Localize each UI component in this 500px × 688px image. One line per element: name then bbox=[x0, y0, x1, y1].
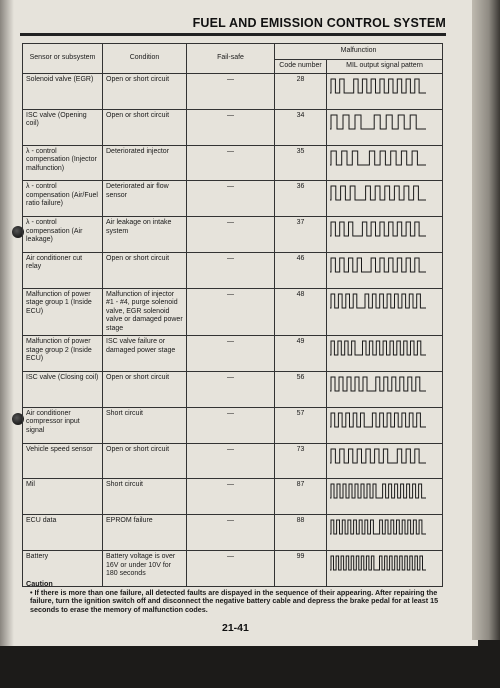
mil-signal-waveform bbox=[330, 446, 426, 466]
signal-pattern-cell bbox=[327, 74, 443, 110]
sensor-cell: ECU data bbox=[23, 515, 103, 551]
page-edge bbox=[472, 0, 500, 640]
failsafe-cell: — bbox=[187, 217, 275, 253]
fault-code-table bbox=[22, 43, 443, 587]
sensor-cell: λ - control compensation (Air/Fuel ratio failure) bbox=[23, 181, 103, 217]
signal-pattern-cell bbox=[327, 145, 443, 181]
table-row bbox=[23, 109, 443, 145]
condition-cell: Short circuit bbox=[103, 479, 187, 515]
caution-note bbox=[26, 580, 446, 614]
code-number-cell: 99 bbox=[275, 551, 327, 587]
signal-pattern-cell bbox=[327, 372, 443, 408]
failsafe-cell: — bbox=[187, 407, 275, 443]
waveform-line bbox=[330, 556, 426, 570]
mil-signal-waveform bbox=[330, 410, 426, 430]
waveform-line bbox=[330, 520, 426, 534]
header-code-number: Code number bbox=[275, 60, 327, 74]
code-number-cell: 49 bbox=[275, 336, 327, 372]
waveform-line bbox=[330, 258, 426, 272]
sensor-cell: Air conditioner compressor input signal bbox=[23, 407, 103, 443]
condition-cell: Open or short circuit bbox=[103, 252, 187, 288]
condition-cell: ISC valve failure or damaged power stage bbox=[103, 336, 187, 372]
code-number-cell: 37 bbox=[275, 217, 327, 253]
mil-signal-waveform bbox=[330, 374, 426, 394]
mil-signal-waveform bbox=[330, 481, 426, 501]
sensor-cell: λ - control compensation (Air leakage) bbox=[23, 217, 103, 253]
sensor-cell: Vehicle speed sensor bbox=[23, 443, 103, 479]
condition-cell: Open or short circuit bbox=[103, 372, 187, 408]
mil-signal-waveform bbox=[330, 148, 426, 168]
signal-pattern-cell bbox=[327, 443, 443, 479]
table-row bbox=[23, 407, 443, 443]
waveform-line bbox=[330, 115, 426, 129]
caution-title: Caution bbox=[26, 579, 53, 588]
sensor-cell: Malfunction of power stage group 2 (Inside ECU) bbox=[23, 336, 103, 372]
sensor-cell: ISC valve (Opening coil) bbox=[23, 109, 103, 145]
condition-cell: Battery voltage is over 16V or under 10V for 180 seconds bbox=[103, 551, 187, 587]
header-sensor: Sensor or subsystem bbox=[23, 44, 103, 74]
failsafe-cell: — bbox=[187, 252, 275, 288]
page-number: 21-41 bbox=[222, 622, 249, 634]
failsafe-cell: — bbox=[187, 145, 275, 181]
condition-cell: Malfunction of injector #1 - #4, purge solenoid valve, EGR solenoid valve or damaged power stage bbox=[103, 288, 187, 336]
failsafe-cell: — bbox=[187, 443, 275, 479]
code-number-cell: 56 bbox=[275, 372, 327, 408]
mil-signal-waveform bbox=[330, 338, 426, 358]
signal-pattern-cell bbox=[327, 515, 443, 551]
header-condition: Condition bbox=[103, 44, 187, 74]
waveform-line bbox=[330, 413, 426, 427]
waveform-line bbox=[330, 341, 426, 355]
code-number-cell: 28 bbox=[275, 74, 327, 110]
sensor-cell: Mil bbox=[23, 479, 103, 515]
header-malfunction: Malfunction bbox=[275, 44, 443, 60]
failsafe-cell: — bbox=[187, 109, 275, 145]
signal-pattern-cell bbox=[327, 217, 443, 253]
waveform-line bbox=[330, 222, 426, 236]
header-rule bbox=[20, 33, 446, 36]
table-row bbox=[23, 443, 443, 479]
failsafe-cell: — bbox=[187, 515, 275, 551]
table-row bbox=[23, 515, 443, 551]
waveform-line bbox=[330, 484, 426, 498]
failsafe-cell: — bbox=[187, 74, 275, 110]
header-signal-pattern: MIL output signal pattern bbox=[327, 60, 443, 74]
signal-pattern-cell bbox=[327, 288, 443, 336]
condition-cell: Air leakage on intake system bbox=[103, 217, 187, 253]
signal-pattern-cell bbox=[327, 252, 443, 288]
table-row bbox=[23, 181, 443, 217]
failsafe-cell: — bbox=[187, 372, 275, 408]
waveform-line bbox=[330, 449, 426, 463]
code-number-cell: 57 bbox=[275, 407, 327, 443]
caution-text: • If there is more than one failure, all detected faults are dispayed in the sequence of their appearing. After repairing the failure, turn the ignition switch off and disconnect the negative battery cable and depress the brake pedal for at least 15 seconds to erase the memory of malfunction codes. bbox=[30, 587, 439, 614]
condition-cell: Deteriorated air flow sensor bbox=[103, 181, 187, 217]
failsafe-cell: — bbox=[187, 551, 275, 587]
mil-signal-waveform bbox=[330, 291, 426, 311]
waveform-line bbox=[330, 294, 426, 308]
binding-shadow bbox=[0, 0, 14, 646]
code-number-cell: 34 bbox=[275, 109, 327, 145]
mil-signal-waveform bbox=[330, 183, 426, 203]
table-row bbox=[23, 288, 443, 336]
mil-signal-waveform bbox=[330, 553, 426, 573]
table-row bbox=[23, 74, 443, 110]
table-row bbox=[23, 336, 443, 372]
mil-signal-waveform bbox=[330, 255, 426, 275]
table-row bbox=[23, 252, 443, 288]
mil-signal-waveform bbox=[330, 517, 426, 537]
sensor-cell: Battery bbox=[23, 551, 103, 587]
code-number-cell: 73 bbox=[275, 443, 327, 479]
table-row bbox=[23, 217, 443, 253]
sensor-cell: Air conditioner cut relay bbox=[23, 252, 103, 288]
signal-pattern-cell bbox=[327, 336, 443, 372]
condition-cell: Open or short circuit bbox=[103, 109, 187, 145]
mil-signal-waveform bbox=[330, 219, 426, 239]
code-number-cell: 46 bbox=[275, 252, 327, 288]
code-number-cell: 87 bbox=[275, 479, 327, 515]
header-failsafe: Fail-safe bbox=[187, 44, 275, 74]
waveform-line bbox=[330, 186, 426, 200]
code-number-cell: 88 bbox=[275, 515, 327, 551]
page-header-title: FUEL AND EMISSION CONTROL SYSTEM bbox=[192, 16, 446, 30]
signal-pattern-cell bbox=[327, 407, 443, 443]
condition-cell: Open or short circuit bbox=[103, 443, 187, 479]
failsafe-cell: — bbox=[187, 181, 275, 217]
failsafe-cell: — bbox=[187, 288, 275, 336]
failsafe-cell: — bbox=[187, 336, 275, 372]
condition-cell: Open or short circuit bbox=[103, 74, 187, 110]
sensor-cell: Solenoid valve (EGR) bbox=[23, 74, 103, 110]
waveform-line bbox=[330, 377, 426, 391]
code-number-cell: 48 bbox=[275, 288, 327, 336]
sensor-cell: Malfunction of power stage group 1 (Inside ECU) bbox=[23, 288, 103, 336]
signal-pattern-cell bbox=[327, 181, 443, 217]
waveform-line bbox=[330, 79, 426, 93]
sensor-cell: ISC valve (Closing coil) bbox=[23, 372, 103, 408]
code-number-cell: 35 bbox=[275, 145, 327, 181]
condition-cell: Short circuit bbox=[103, 407, 187, 443]
table-row bbox=[23, 479, 443, 515]
waveform-line bbox=[330, 151, 426, 165]
condition-cell: Deteriorated injector bbox=[103, 145, 187, 181]
condition-cell: EPROM failure bbox=[103, 515, 187, 551]
signal-pattern-cell bbox=[327, 479, 443, 515]
failsafe-cell: — bbox=[187, 479, 275, 515]
sensor-cell: λ - control compensation (Injector malfunction) bbox=[23, 145, 103, 181]
table-row bbox=[23, 145, 443, 181]
signal-pattern-cell bbox=[327, 109, 443, 145]
mil-signal-waveform bbox=[330, 76, 426, 96]
code-number-cell: 36 bbox=[275, 181, 327, 217]
mil-signal-waveform bbox=[330, 112, 426, 132]
table-row bbox=[23, 372, 443, 408]
